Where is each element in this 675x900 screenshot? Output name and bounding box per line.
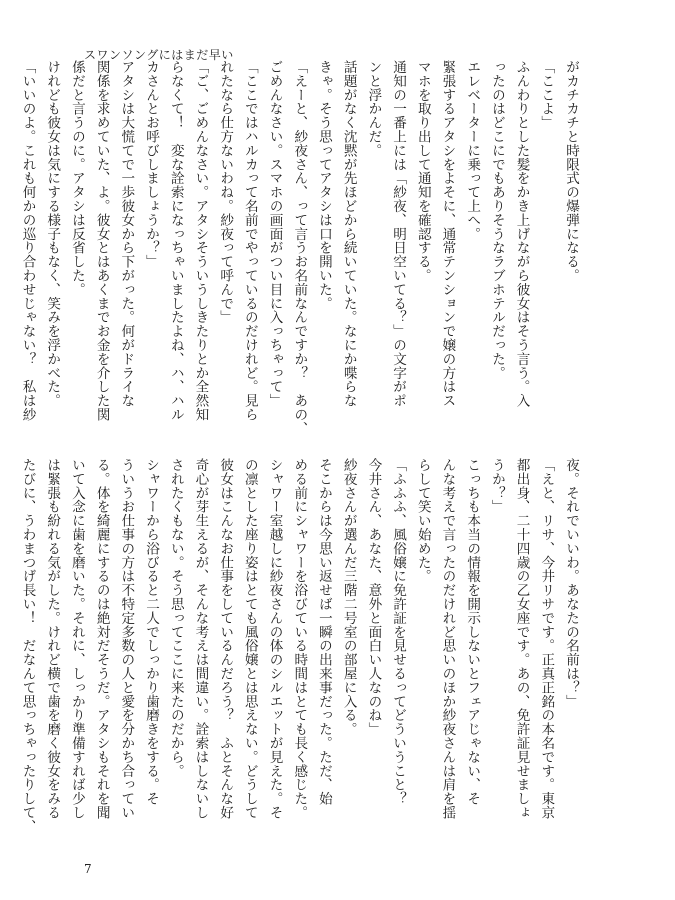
text-line: いて入念に歯を磨いた。それに、しっかり準備すれば少し xyxy=(68,458,85,820)
text-line: は緊張も紛れる気がした。けれど横で歯を磨く彼女をみる xyxy=(44,458,61,820)
text-line: エレベーターに乗って上へ。 xyxy=(464,60,481,241)
text-line: アタシは大慌てで一歩彼女から下がった。何がドライな xyxy=(118,60,135,408)
text-line: 紗夜さんが選んだ三階二号室の部屋に入る。 xyxy=(340,458,357,736)
text-line: 「えと、リサ、今井リサです。正真正銘の本名です。東京 xyxy=(538,458,555,820)
text-line: める前にシャワーを浴びている時間はとても長く感じた。 xyxy=(291,458,308,820)
page-number: 7 xyxy=(84,862,92,876)
text-line: がカチカチと時限式の爆弾になる。 xyxy=(563,60,579,283)
text-line: 通知の一番上には「紗夜、明日空いてる？」の文字がポ xyxy=(390,60,407,408)
text-line: マホを取り出して通知を確認する。 xyxy=(414,60,431,283)
text-line: 「ふふふ、風俗嬢に免許証を見せるってどういうこと？ xyxy=(390,458,407,806)
text-line: そこからは今思い返せば一瞬の出来事だった。ただ、始 xyxy=(315,458,332,806)
text-line: ったのはどこにでもありそうなラブホテルだった。 xyxy=(488,60,505,380)
text-line: 係だと言うのに。アタシは反省した。 xyxy=(68,60,85,297)
text-block-upper xyxy=(15,60,583,448)
running-head: スワンソングにはまだ早い xyxy=(84,48,234,62)
text-line: 都出身、二十四歳の乙女座です。あの、免許証見せましょ xyxy=(513,458,530,820)
text-line: 関係を求めていた、よ。彼女とはあくまでお金を介した関 xyxy=(93,60,110,422)
text-line: らして笑い始めた。 xyxy=(414,458,431,584)
text-line: 夜。それでいいわ。あなたの名前は？」 xyxy=(563,458,579,709)
text-line: シャワーから浴びると二人でしっかり歯磨きをする。そ xyxy=(143,458,160,806)
text-line: 「えーと、紗夜さん、って言うお名前なんですか？ あの、 xyxy=(291,60,308,436)
text-line: れたなら仕方ないわね。紗夜って呼んで」 xyxy=(217,60,234,325)
text-line: ンと浮かんだ。 xyxy=(365,60,382,158)
text-line: 今井さん、あなた、意外と面白い人なのね」 xyxy=(365,458,382,736)
text-line: けれども彼女は気にする様子もなく、笑みを浮かべた。 xyxy=(44,60,61,408)
text-line: 奇心が芽生えるが、そんな考えは間違い。詮索はしないし xyxy=(192,458,209,820)
text-line: たびに、うわまつげ長い！ だなんて思っちゃったりして、 xyxy=(19,458,36,834)
text-line: こっちも本当の情報を開示しないとフェアじゃない、そ xyxy=(464,458,481,806)
text-line: 「いいのよ。これも何かの巡り合わせじゃない？ 私は紗 xyxy=(19,60,36,422)
text-line: んな考えで言ったのだけれど思いのほか紗夜さんは肩を揺 xyxy=(439,458,456,820)
text-line: らなくて！ 変な詮索になっちゃいましたよね、ハ、ハル xyxy=(167,60,184,422)
text-line: 「ここよ」 xyxy=(538,60,555,130)
text-line: きゃ。そう思ってアタシは口を開いた。 xyxy=(315,60,332,311)
text-line: ういうお仕事の方は不特定多数の人と愛を分かち合ってい xyxy=(118,458,135,820)
text-line: ごめんなさい。スマホの画面がつい目に入っちゃって」 xyxy=(266,60,283,408)
text-line: カさんとお呼びしましょうか？」 xyxy=(143,60,160,269)
text-line: の凛とした座り姿はとても風俗嬢とは思えない。どうして xyxy=(241,458,258,820)
text-line: 彼女はこんなお仕事をしているんだろう？ ふとそんな好 xyxy=(217,458,234,820)
text-line: されたくもない。そう思ってここに来たのだから。 xyxy=(167,458,184,778)
text-line: 「ご、ごめんなさい。アタシそういうしきたりとか全然知 xyxy=(192,60,209,422)
text-line: シャワー室越しに紗夜さんの体のシルエットが見えた。そ xyxy=(266,458,283,820)
text-line: 話題がなく沈黙が先ほどから続いていた。なにか喋らな xyxy=(340,60,357,408)
text-line: ふんわりとした髪をかき上げながら彼女はそう言う。入 xyxy=(513,60,530,408)
text-line: うか？」 xyxy=(488,458,505,514)
text-line: る。体を綺麗にするのは絶対だそうだ。アタシもそれを聞 xyxy=(93,458,110,820)
text-block-lower xyxy=(15,458,583,846)
text-line: 緊張するアタシをよそに、通常テンションで嬢の方はス xyxy=(439,60,456,408)
text-line: 「ここではハルカって名前でやっているのだけれど。見ら xyxy=(241,60,258,422)
